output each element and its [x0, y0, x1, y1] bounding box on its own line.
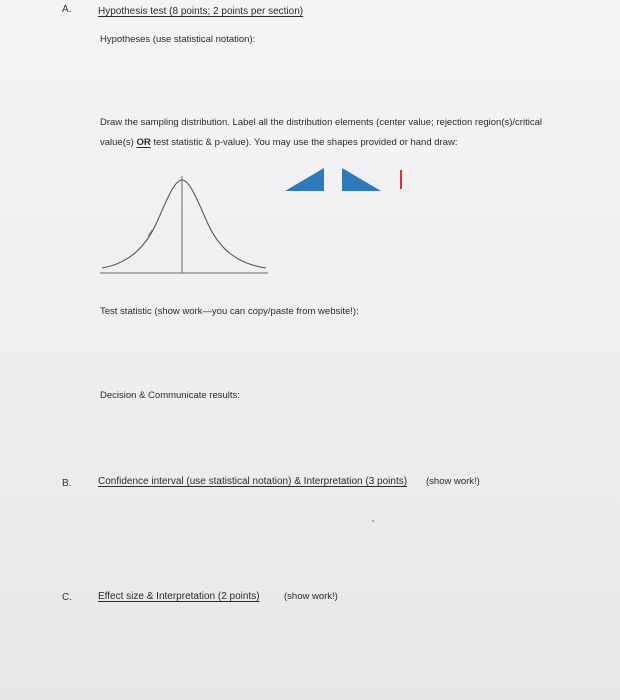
critical-value-line-shape[interactable] [400, 170, 402, 189]
draw-instructions-line-1: Draw the sampling distribution. Label all the distribution elements (center value; rejection region(s)/critical [100, 117, 542, 128]
or-emphasis: OR [136, 137, 151, 148]
normal-curve-figure [96, 168, 276, 278]
test-statistic-label: Test statistic (show work—you can copy/paste from website!): [100, 306, 359, 317]
section-c-note: (show work!) [284, 591, 338, 602]
section-c-title: Effect size & Interpretation (2 points) [98, 591, 260, 602]
draw-instructions-line-2a: value(s) [100, 137, 137, 148]
section-a-letter: A. [62, 4, 72, 15]
right-triangle-shape[interactable] [342, 168, 381, 191]
section-c-letter: C. [62, 592, 72, 603]
left-triangle-shape[interactable] [285, 168, 324, 191]
bell-curve [102, 180, 266, 268]
hypotheses-label: Hypotheses (use statistical notation): [100, 34, 256, 45]
provided-shapes[interactable] [283, 162, 423, 202]
section-b-title: Confidence interval (use statistical notation) & Interpretation (3 points) [98, 476, 408, 487]
draw-instructions [100, 113, 590, 153]
section-a-title: Hypothesis test (8 points; 2 points per section) [98, 6, 304, 17]
section-b-letter: B. [62, 478, 72, 489]
section-b-note: (show work!) [426, 476, 480, 487]
draw-instructions-line-2b: test statistic & p-value). You may use the shapes provided or hand draw: [150, 137, 458, 148]
decision-label: Decision & Communicate results: [100, 390, 240, 401]
stray-mark [372, 520, 374, 522]
